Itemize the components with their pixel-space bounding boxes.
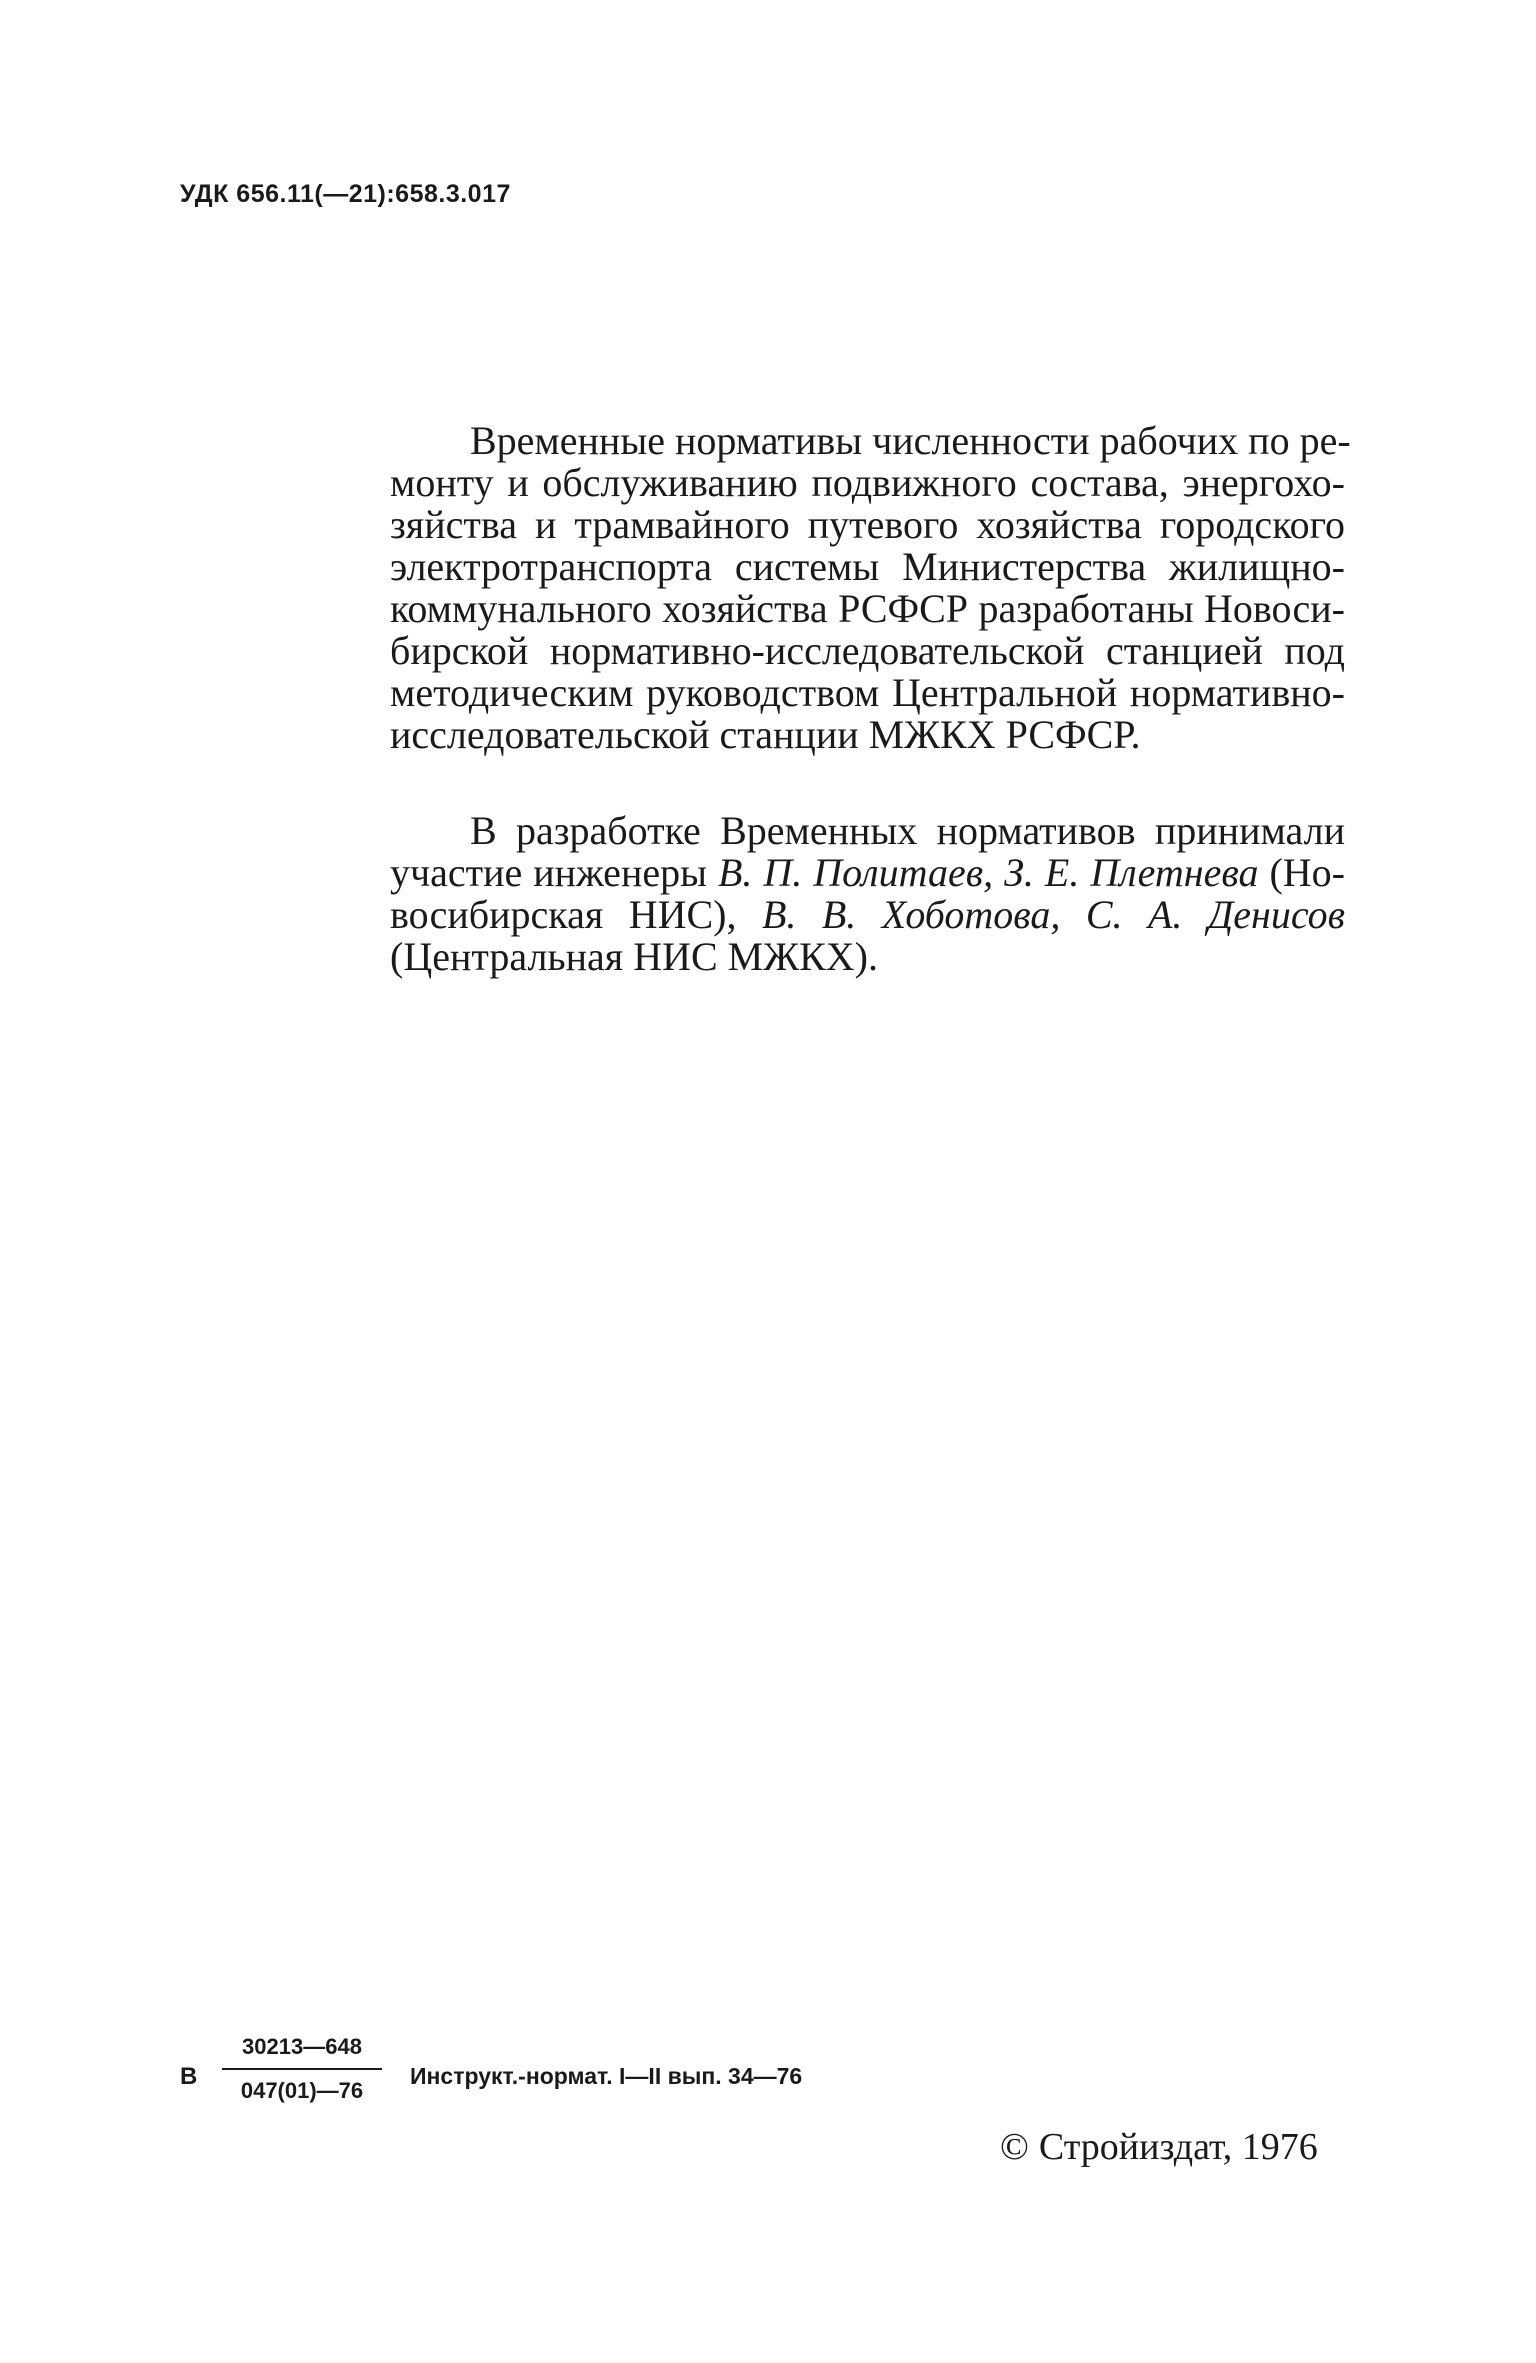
paragraph-line (390, 894, 1345, 936)
contributors-paragraph (390, 810, 1345, 978)
paragraph-line: исследовательской станции МЖКХ РСФСР. (390, 712, 1141, 757)
paragraph-line: В разработке Временных нормативов принимали (470, 808, 1345, 853)
series-designation: Инструкт.-нормат. I—II вып. 34—76 (410, 2063, 803, 2089)
catalog-fraction (222, 2030, 382, 2108)
copyright-line (1000, 2125, 1318, 2169)
text-fragment: участие инженеры (390, 850, 718, 895)
catalog-numerator: 30213—648 (222, 2030, 382, 2070)
paragraph-line: коммунального хозяйства РСФСР разработаны Новоси- (390, 586, 1345, 631)
paragraph-line: Временные нормативы численности рабочих по ре- (470, 418, 1351, 463)
contributor-names: В. П. Политаев, З. Е. Плетнева (717, 850, 1259, 895)
authors-statement-paragraph (390, 418, 1351, 757)
contributor-names: В. В. Хоботова, С. А. Денисов (761, 892, 1345, 937)
paragraph-line: зяйства и трамвайного путевого хозяйства городского (390, 502, 1345, 547)
imprint-letter: В (180, 2063, 198, 2090)
paragraph-line: бирской нормативно-исследовательской станцией под (390, 628, 1345, 673)
paragraph-line: монту и обслуживанию подвижного состава, энергохо- (390, 460, 1345, 505)
paragraph-line (390, 852, 1345, 894)
text-fragment: (Но- (1258, 850, 1345, 895)
catalog-denominator: 047(01)—76 (240, 2078, 364, 2103)
text-fragment: восибирская НИС), (390, 892, 762, 937)
publisher-year: Стройиздат, 1976 (1038, 2126, 1318, 2168)
paragraph-line: методическим руководством Центральной нормативно- (390, 670, 1345, 715)
udc-code: УДК 656.11(—21):658.3.017 (180, 180, 511, 208)
copyright-icon: © (1000, 2126, 1029, 2168)
paragraph-line: электротранспорта системы Министерства жилищно- (390, 544, 1345, 589)
paragraph-line: (Центральная НИС МЖКХ). (390, 934, 878, 979)
